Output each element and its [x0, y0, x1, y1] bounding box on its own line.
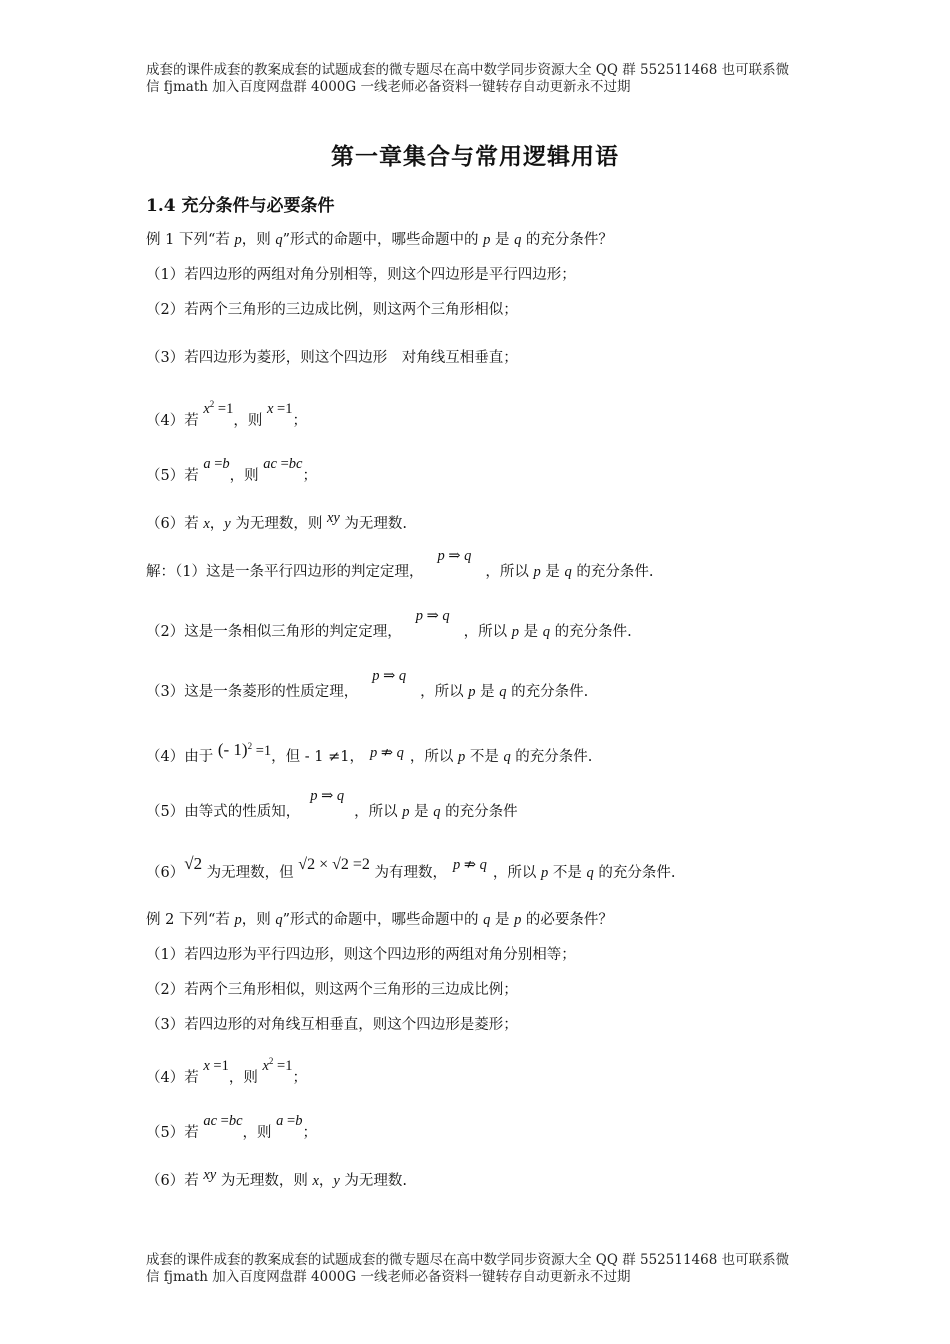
page-header [146, 62, 814, 96]
example-1-item-1: （1）若四边形的两组对角分别相等，则这个四边形是平行四边形； [146, 267, 576, 283]
example-1-item-5: （5）若 a =b，则 ac =bc； [146, 456, 317, 484]
solution-1: 解：（1）这是一条平行四边形的判定定理，p ⇒ q，所以 p 是 q 的充分条件. [146, 548, 654, 580]
example-2-item-6: （6）若 xy 为无理数，则 x，y 为无理数. [146, 1167, 408, 1189]
header-line-1: 成套的课件成套的教案成套的试题成套的微专题尽在高中数学同步资源大全 QQ 群 552511468 也可联系微 [146, 62, 790, 78]
example-2-item-2: （2）若两个三角形相似，则这两个三角形的三边成比例； [146, 982, 518, 998]
example-1-item-3: （3）若四边形为菱形，则这个四边形 对角线互相垂直； [146, 350, 518, 366]
example-1-item-6: （6）若 x，y 为无理数，则 xy 为无理数. [146, 510, 408, 532]
example-1-item-2: （2）若两个三角形的三边成比例，则这两个三角形相似； [146, 302, 518, 318]
solution-2: （2）这是一条相似三角形的判定定理，p ⇒ q，所以 p 是 q 的充分条件. [146, 608, 632, 640]
page-footer [146, 1252, 814, 1286]
header-line-2: 信 fjmath 加入百度网盘群 4000G 一线老师必备资料一键转存自动更新永不过期 [146, 79, 631, 95]
example-1-item-4: （4）若 $x^2 =1$，则 x =1； [146, 399, 307, 429]
solution-5: （5）由等式的性质知，p ⇒ q，所以 p 是 q 的充分条件 [146, 788, 518, 820]
example-2-question: 例 2 下列“若 p，则 q”形式的命题中，哪些命题中的 q 是 p 的必要条件？ [146, 912, 613, 928]
footer-line-1: 成套的课件成套的教案成套的试题成套的微专题尽在高中数学同步资源大全 QQ 群 552511468 也可联系微 [146, 1252, 790, 1268]
solution-4: （4）由于 (- 1)$^2$ =1，但 - 1 ≠1， p ⇏ q ，所以 p 不是 q 的充分条件. [146, 739, 593, 765]
example-2-item-1: （1）若四边形为平行四边形，则这个四边形的两组对角分别相等； [146, 947, 576, 963]
chapter-title: 第一章集合与常用逻辑用语 [331, 143, 619, 170]
solution-3: （3）这是一条菱形的性质定理，p ⇒ q，所以 p 是 q 的充分条件. [146, 668, 589, 700]
example-1-question: 例 1 下列“若 p，则 q”形式的命题中，哪些命题中的 p 是 q 的充分条件？ [146, 232, 613, 248]
solution-6: （6）√2 为无理数，但 √2 × √2 =2 为有理数， p ⇏ q ，所以 p 不是 q 的充分条件. [146, 854, 676, 881]
section-heading: 1.4 充分条件与必要条件 [146, 196, 335, 216]
example-2-item-5: （5）若 ac =bc，则 a =b； [146, 1113, 317, 1141]
footer-line-2: 信 fjmath 加入百度网盘群 4000G 一线老师必备资料一键转存自动更新永不过期 [146, 1269, 631, 1285]
example-2-item-3: （3）若四边形的对角线互相垂直，则这个四边形是菱形； [146, 1017, 518, 1033]
example-2-item-4: （4）若 x =1，则 $x^2 =1$； [146, 1056, 307, 1086]
